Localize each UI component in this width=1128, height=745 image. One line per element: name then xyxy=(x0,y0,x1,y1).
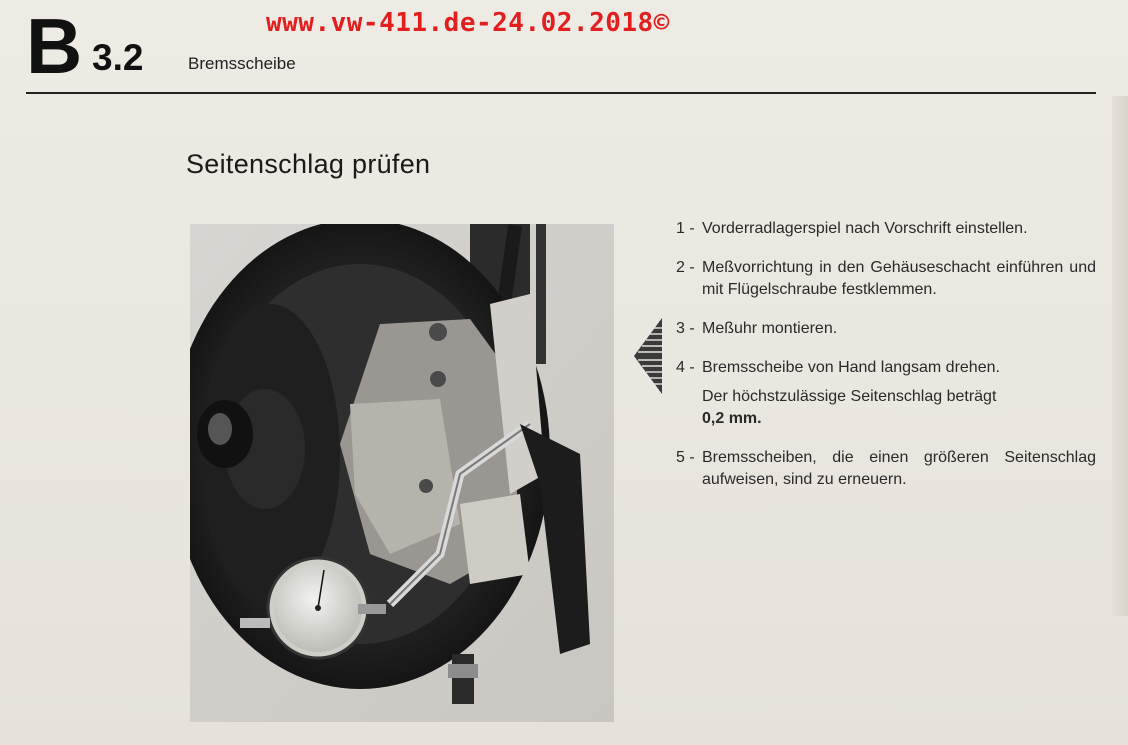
section-letter: B xyxy=(26,2,81,90)
pointer-arrow-icon xyxy=(634,318,662,394)
step-text: Bremsscheiben, die einen größeren Seitenschlag aufweisen, sind zu erneuern. xyxy=(702,449,1096,488)
page-edge xyxy=(1112,96,1128,616)
step-number: 1 - xyxy=(676,220,695,237)
step-1 xyxy=(676,218,1096,240)
step-number: 5 - xyxy=(676,449,695,466)
instruction-list xyxy=(676,218,1096,508)
tolerance-value: 0,2 mm. xyxy=(702,410,762,427)
section-number: 3.2 xyxy=(92,37,144,78)
brake-disc-photo xyxy=(190,224,614,722)
step-number: 3 - xyxy=(676,320,695,337)
step-number: 2 - xyxy=(676,259,695,276)
section-title: Bremsscheibe xyxy=(188,54,296,73)
tolerance-note xyxy=(702,386,1096,430)
watermark-url: www.vw-411.de-24.02.2018© xyxy=(266,8,670,38)
step-5 xyxy=(676,447,1096,491)
step-number: 4 - xyxy=(676,359,695,376)
step-text: Meßvorrichtung in den Gehäuseschacht einführen und mit Flügelschraube festklemmen. xyxy=(702,259,1096,298)
tolerance-text: Der höchstzulässige Seitenschlag beträgt xyxy=(702,388,997,405)
page-title: Seitenschlag prüfen xyxy=(186,149,431,179)
step-4 xyxy=(676,357,1096,379)
header-divider xyxy=(26,92,1096,94)
step-text: Meßuhr montieren. xyxy=(702,320,838,337)
step-text: Vorderradlagerspiel nach Vorschrift einstellen. xyxy=(702,220,1028,237)
step-3 xyxy=(676,318,1096,340)
step-text: Bremsscheibe von Hand langsam drehen. xyxy=(702,359,1000,376)
step-2 xyxy=(676,257,1096,301)
